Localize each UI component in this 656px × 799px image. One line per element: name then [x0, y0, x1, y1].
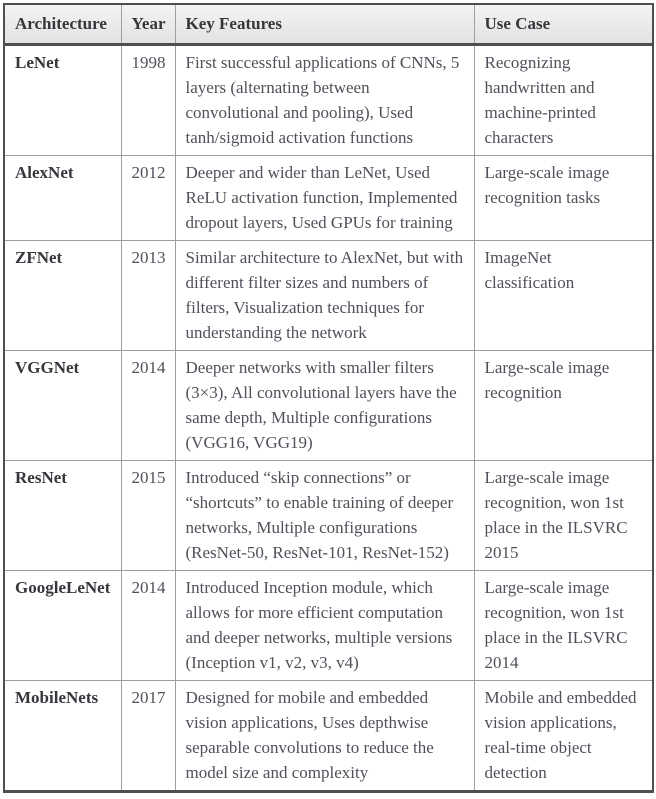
cell-use-case: Large-scale image recognition tasks [474, 156, 653, 241]
header-row [4, 4, 653, 45]
cell-year: 2015 [121, 461, 175, 571]
table-row-zfnet [4, 241, 653, 351]
cell-year: 1998 [121, 45, 175, 156]
column-header-architecture: Architecture [4, 4, 121, 45]
cell-year: 2014 [121, 571, 175, 681]
cell-key-features: Introduced “skip connections” or “shortcuts” to enable training of deeper networks, Multiple configurations (ResNet-50, ResNet-101, ResNet-152) [175, 461, 474, 571]
cell-architecture: MobileNets [4, 681, 121, 792]
cell-use-case: Large-scale image recognition, won 1st place in the ILSVRC 2015 [474, 461, 653, 571]
table-row-mobilenets [4, 681, 653, 792]
cell-architecture: GoogleLeNet [4, 571, 121, 681]
table-row-vggnet [4, 351, 653, 461]
cell-architecture: ResNet [4, 461, 121, 571]
cell-architecture: VGGNet [4, 351, 121, 461]
cell-year: 2017 [121, 681, 175, 792]
cell-key-features: Deeper and wider than LeNet, Used ReLU activation function, Implemented dropout layers, Used GPUs for training [175, 156, 474, 241]
table-row-googlelenet [4, 571, 653, 681]
cell-use-case: Large-scale image recognition, won 1st place in the ILSVRC 2014 [474, 571, 653, 681]
cell-year: 2014 [121, 351, 175, 461]
cell-architecture: LeNet [4, 45, 121, 156]
table-row-lenet [4, 45, 653, 156]
cnn-architectures-table [3, 3, 654, 793]
cell-use-case: Mobile and embedded vision applications, real-time object detection [474, 681, 653, 792]
cell-use-case: ImageNet classification [474, 241, 653, 351]
cell-key-features: First successful applications of CNNs, 5 layers (alternating between convolutional and pooling), Used tanh/sigmoid activation functions [175, 45, 474, 156]
cell-use-case: Recognizing handwritten and machine-printed characters [474, 45, 653, 156]
cell-key-features: Designed for mobile and embedded vision applications, Uses depthwise separable convolutions to reduce the model size and complexity [175, 681, 474, 792]
cell-key-features: Similar architecture to AlexNet, but with different filter sizes and numbers of filters, Visualization techniques for understanding the network [175, 241, 474, 351]
cell-architecture: AlexNet [4, 156, 121, 241]
column-header-year: Year [121, 4, 175, 45]
table-header [4, 4, 653, 45]
table-row-resnet [4, 461, 653, 571]
column-header-use-case: Use Case [474, 4, 653, 45]
cell-architecture: ZFNet [4, 241, 121, 351]
cell-key-features: Deeper networks with smaller filters (3×3), All convolutional layers have the same depth, Multiple configurations (VGG16, VGG19) [175, 351, 474, 461]
table-body [4, 45, 653, 792]
cell-key-features: Introduced Inception module, which allows for more efficient computation and deeper networks, multiple versions (Inception v1, v2, v3, v4) [175, 571, 474, 681]
cell-year: 2013 [121, 241, 175, 351]
table-row-alexnet [4, 156, 653, 241]
cell-use-case: Large-scale image recognition [474, 351, 653, 461]
cell-year: 2012 [121, 156, 175, 241]
column-header-key-features: Key Features [175, 4, 474, 45]
